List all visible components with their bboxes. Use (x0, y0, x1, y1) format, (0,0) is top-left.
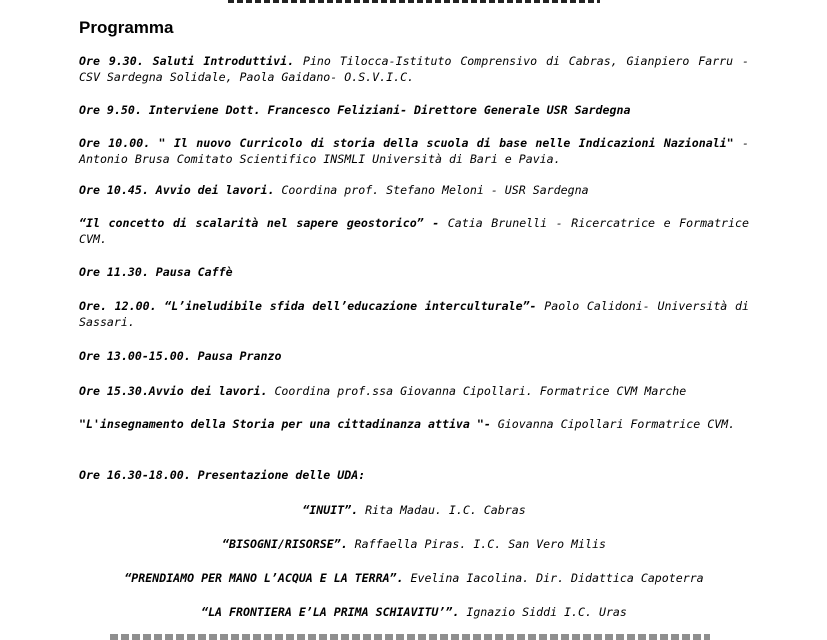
uda-item (79, 502, 749, 518)
item-lead: Ore. 12.00. “L’ineludibile sfida dell’educazione interculturale”- (79, 299, 537, 313)
item-lead: “Il concetto di scalarità nel sapere geostorico” - (79, 216, 440, 230)
item-detail: Giovanna Cipollari Formatrice CVM. (490, 417, 736, 431)
page-title: Programma (79, 18, 174, 37)
program-item (79, 383, 749, 399)
item-lead: Ore 10.45. Avvio dei lavori. (79, 183, 275, 197)
program-item (79, 416, 749, 432)
item-lead: "L'insegnamento della Storia per una cittadinanza attiva "- (79, 417, 491, 431)
item-detail: Paolo Calidoni- Università di Sassari. (79, 299, 749, 329)
item-detail: Pino Tilocca-Istituto Comprensivo di Cabras, Gianpiero Farru - CSV Sardegna Solidale, Paola Gaidano- O.S.V.I.C. (79, 54, 749, 84)
item-detail: Coordina prof.ssa Giovanna Cipollari. Formatrice CVM Marche (267, 384, 687, 398)
item-lead: Ore 9.50. Interviene Dott. Francesco Feliziani- Direttore Generale USR Sardegna (79, 103, 631, 117)
program-item (79, 348, 749, 364)
uda-title: “LA FRONTIERA E’LA PRIMA SCHIAVITU’”. (201, 605, 460, 619)
program-item (79, 53, 749, 85)
program-item (79, 135, 749, 167)
item-lead: Ore 15.30.Avvio dei lavori. (79, 384, 268, 398)
uda-presenter: Rita Madau. I.C. Cabras (358, 503, 526, 517)
item-detail: Coordina prof. Stefano Meloni - USR Sardegna (274, 183, 589, 197)
top-decorative-rule (228, 0, 600, 3)
uda-presenter: Raffaella Piras. I.C. San Vero Milis (347, 537, 606, 551)
cut-off-next-line (110, 634, 710, 640)
item-detail: - Antonio Brusa Comitato Scientifico INSMLI Università di Bari e Pavia. (79, 136, 749, 166)
program-item (79, 215, 749, 247)
uda-item (79, 570, 749, 586)
item-lead: Ore 11.30. Pausa Caffè (79, 265, 233, 279)
item-lead: Ore 10.00. " Il nuovo Curricolo di storia della scuola di base nelle Indicazioni Nazionali" (79, 136, 734, 150)
uda-item (79, 536, 749, 552)
uda-title: “BISOGNI/RISORSE”. (222, 537, 348, 551)
item-lead: Ore 9.30. Saluti Introduttivi. (79, 54, 295, 68)
uda-presenter: Ignazio Siddi I.C. Uras (459, 605, 627, 619)
program-item (79, 102, 749, 118)
program-item (79, 264, 749, 280)
uda-title: “PRENDIAMO PER MANO L’ACQUA E LA TERRA”. (124, 571, 404, 585)
program-item (79, 182, 749, 198)
item-lead: Ore 16.30-18.00. Presentazione delle UDA: (79, 468, 366, 482)
program-item (79, 467, 749, 483)
item-lead: Ore 13.00-15.00. Pausa Pranzo (79, 349, 282, 363)
uda-presenter: Evelina Iacolina. Dir. Didattica Capoterra (403, 571, 704, 585)
item-detail: Catia Brunelli - Ricercatrice e Formatrice CVM. (79, 216, 749, 246)
program-item (79, 298, 749, 330)
uda-item (79, 604, 749, 620)
uda-title: “INUIT”. (302, 503, 359, 517)
